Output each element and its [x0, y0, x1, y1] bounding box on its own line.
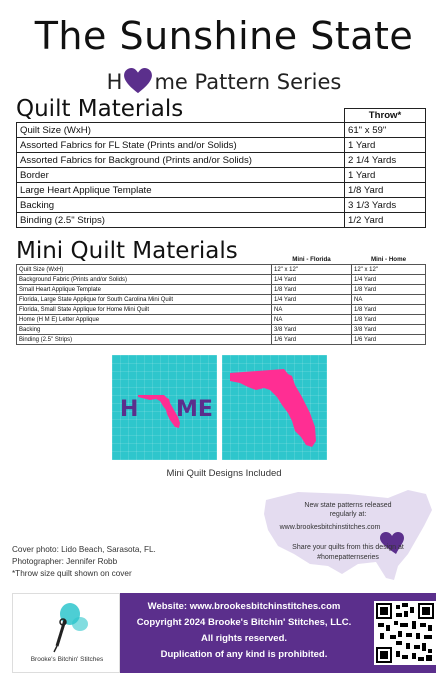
mini-home-value: 12" x 12": [352, 265, 426, 275]
footer-copyright: Copyright 2024 Brooke's Bitchin' Stitches, LLC.: [136, 617, 352, 628]
subtitle-prefix: H: [106, 70, 123, 94]
mini-home-value: 3/8 Yard: [352, 325, 426, 335]
table-row: [17, 335, 426, 345]
table-row: [17, 198, 426, 213]
material-item: Backing: [17, 198, 345, 213]
mini-item: Florida, Small State Applique for Home Mini Quilt: [17, 305, 272, 315]
mini-item: Florida, Large State Applique for South Carolina Mini Quilt: [17, 295, 272, 305]
mini-florida-value: 1/8 Yard: [272, 285, 352, 295]
table-row: [17, 275, 426, 285]
footer-duplication: Duplication of any kind is prohibited.: [160, 649, 328, 660]
table-row: [17, 295, 426, 305]
material-item: Large Heart Applique Template: [17, 183, 345, 198]
mini-home-value: 1/4 Yard: [352, 275, 426, 285]
mini-florida-column-header: Mini - Florida: [272, 255, 352, 265]
mini-florida-quilt-image: [222, 355, 327, 460]
florida-shape-icon: [138, 395, 180, 428]
mini-materials-table: [16, 255, 426, 345]
table-row: [17, 183, 426, 198]
table-row: [17, 305, 426, 315]
brand-logo: [12, 593, 120, 673]
material-value: 61" x 59": [345, 123, 426, 138]
mini-home-value: 1/8 Yard: [352, 285, 426, 295]
material-value: 2 1/4 Yards: [345, 153, 426, 168]
throw-column-header: Throw*: [345, 109, 426, 123]
usa-map-icon: [258, 480, 438, 590]
series-subtitle: [0, 68, 448, 94]
credit-photographer: Photographer: Jennifer Robb: [12, 557, 118, 566]
page-title: The Sunshine State: [34, 14, 414, 58]
florida-shape-icon: [230, 369, 316, 447]
table-row: [17, 285, 426, 295]
photo-credits: [12, 544, 156, 580]
material-item: Assorted Fabrics for FL State (Prints and/or Solids): [17, 138, 345, 153]
table-row: [17, 153, 426, 168]
table-row: [17, 315, 426, 325]
credit-cover-photo: Cover photo: Lido Beach, Sarasota, FL.: [12, 545, 156, 554]
qr-code-icon[interactable]: [374, 601, 436, 665]
map-note-hashtag: #homepatternseries: [317, 554, 379, 561]
qr-panel: [368, 593, 436, 673]
mini-florida-value: 1/4 Yard: [272, 295, 352, 305]
footer-rights: All rights reserved.: [200, 633, 288, 644]
home-letters-me: ME: [176, 397, 213, 422]
material-value: 1 Yard: [345, 138, 426, 153]
home-letters-art: [112, 355, 217, 460]
table-row: [17, 213, 426, 228]
material-value: 3 1/3 Yards: [345, 198, 426, 213]
mini-home-value: NA: [352, 295, 426, 305]
mini-item: Binding (2.5" Strips): [17, 335, 272, 345]
mini-item: Small Heart Applique Template: [17, 285, 272, 295]
mini-item: Home (H M E) Letter Applique: [17, 315, 272, 325]
mini-florida-value: 1/4 Yard: [272, 275, 352, 285]
home-letter-h: H: [120, 397, 139, 422]
material-value: 1 Yard: [345, 168, 426, 183]
mini-home-value: 1/6 Yard: [352, 335, 426, 345]
brand-name: Brooke's Bitchin' Stitches: [30, 656, 104, 663]
map-note-website[interactable]: www.brookesbitchinstitches.com: [279, 524, 381, 531]
mini-materials-heading: Mini Quilt Materials: [16, 238, 238, 264]
subtitle-suffix: me Pattern Series: [154, 70, 342, 94]
butterfly-logo-icon: [43, 600, 91, 654]
map-note-line1: New state patterns released: [304, 502, 392, 509]
mini-florida-value: 1/6 Yard: [272, 335, 352, 345]
mini-home-column-header: Mini - Home: [352, 255, 426, 265]
table-row: [17, 138, 426, 153]
table-row: [17, 325, 426, 335]
mini-florida-value: NA: [272, 315, 352, 325]
quilt-materials-table: [16, 108, 426, 228]
quilt-materials-heading: Quilt Materials: [16, 96, 184, 122]
table-row: [17, 265, 426, 275]
mini-item: Quilt Size (WxH): [17, 265, 272, 275]
footer-website[interactable]: Website: www.brookesbitchinstitches.com: [147, 601, 341, 612]
mini-florida-value: 3/8 Yard: [272, 325, 352, 335]
mini-home-quilt-image: [112, 355, 217, 460]
material-item: Binding (2.5" Strips): [17, 213, 345, 228]
material-value: 1/2 Yard: [345, 213, 426, 228]
mini-florida-value: NA: [272, 305, 352, 315]
map-note-share: Share your quilts from this design at: [292, 544, 404, 551]
material-item: Quilt Size (WxH): [17, 123, 345, 138]
mini-home-value: 1/8 Yard: [352, 315, 426, 325]
material-item: Assorted Fabrics for Background (Prints and/or Solids): [17, 153, 345, 168]
map-note-line2: regularly at:: [329, 511, 367, 518]
footer: [12, 593, 436, 673]
mini-home-value: 1/8 Yard: [352, 305, 426, 315]
material-value: 1/8 Yard: [345, 183, 426, 198]
mini-florida-value: 12" x 12": [272, 265, 352, 275]
mini-item: Background Fabric (Prints and/or Solids): [17, 275, 272, 285]
table-row: [17, 168, 426, 183]
material-item: Border: [17, 168, 345, 183]
mini-item: Backing: [17, 325, 272, 335]
heart-icon: [122, 68, 154, 94]
mini-designs-caption: Mini Quilt Designs Included: [166, 468, 282, 479]
table-row: [17, 123, 426, 138]
credit-throw-note: *Throw size quilt shown on cover: [12, 569, 132, 578]
